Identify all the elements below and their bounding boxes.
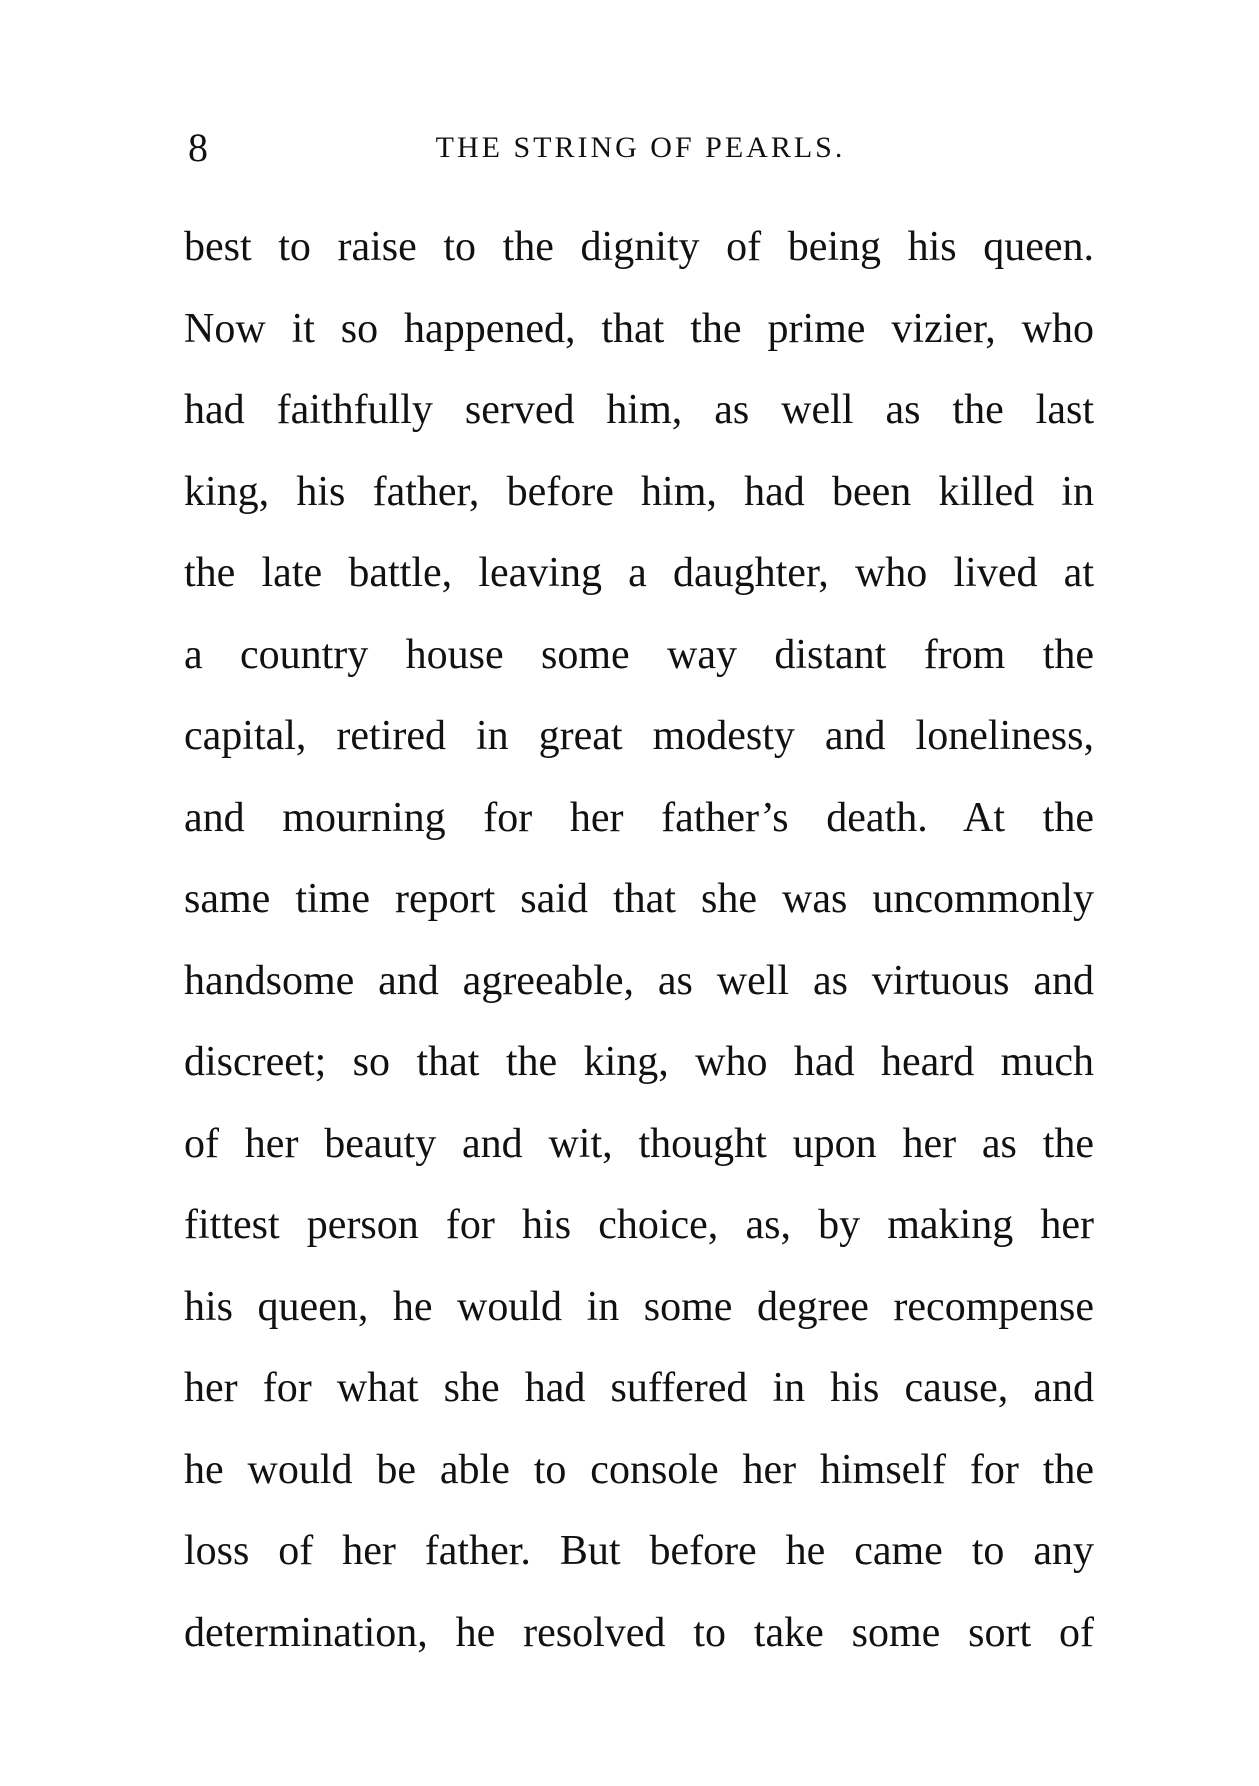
page-number: 8 — [188, 125, 208, 170]
running-title: THE STRING OF PEARLS. — [435, 131, 846, 164]
body-text — [184, 207, 1094, 1674]
text-line: capital, retired in great modesty and loneliness, — [184, 713, 1094, 759]
text-line: a country house some way distant from the — [184, 631, 1094, 678]
text-line: same time report said that she was uncommonly — [184, 876, 1094, 922]
text-line: and mourning for her father’s death. At the — [184, 794, 1094, 841]
text-line: her for what she had suffered in his cause, and — [184, 1365, 1094, 1411]
text-line: loss of her father. But before he came to any — [184, 1528, 1094, 1574]
text-line: determination, he resolved to take some sort of — [184, 1609, 1094, 1656]
text-line: he would be able to console her himself for the — [184, 1446, 1094, 1493]
text-line: had faithfully served him, as well as the last — [184, 387, 1094, 433]
text-line: discreet; so that the king, who had heard much — [184, 1039, 1094, 1085]
text-line: of her beauty and wit, thought upon her as the — [184, 1120, 1094, 1167]
page-header — [188, 118, 1093, 178]
text-line: Now it so happened, that the prime vizier, who — [184, 305, 1094, 352]
text-line: king, his father, before him, had been killed in — [184, 468, 1094, 515]
text-line: the late battle, leaving a daughter, who lived at — [184, 550, 1094, 596]
text-line: handsome and agreeable, as well as virtuous and — [184, 957, 1094, 1004]
text-line: his queen, he would in some degree recompense — [184, 1283, 1094, 1330]
text-line: best to raise to the dignity of being his queen. — [184, 224, 1094, 270]
text-line: fittest person for his choice, as, by making her — [184, 1202, 1094, 1248]
